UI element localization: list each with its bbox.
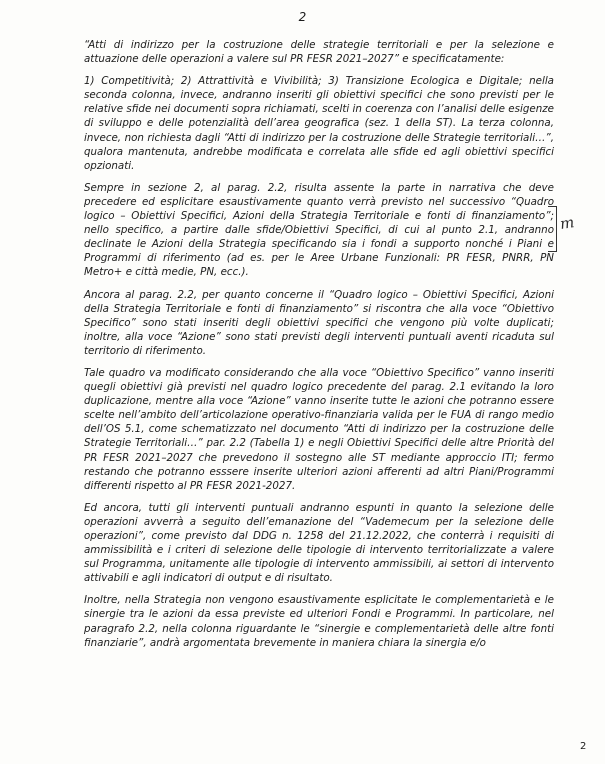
paragraph-7: Inoltre, nella Strategia non vengono esaustivamente esplicitate le complementarietà e le sinergie tra le azioni da essa previste ed ulteriori Fondi e Programmi. In particolare, nel paragrafo 2.2, nella colonna riguardante le “sinergie e complementarietà delle altre fonti finanziarie”, andrà argomentata brevemente in maniera chiara la sinergia e/o — [84, 594, 554, 649]
page-number-bottom: 2 — [580, 741, 587, 752]
page-number-top: 2 — [298, 10, 307, 24]
paragraph-3: Sempre in sezione 2, al parag. 2.2, risulta assente la parte in narrativa che deve precedere ed esplicitare esaustivamente quanto verrà previsto nel successivo “Quadro logico – Obiettivi Specifici, Azioni della Strategia Territoriale e fonti di finanziamento”; nello specifico, a partire dalle sfide/Obiettivi Specifici, di cui al punto 2.1, andranno declinate le Azioni della Strategia specificando sia i fondi a supporto nonché i Piani e Programmi di riferimento (ad es. per le Aree Urbane Funzionali: PR FESR, PNRR, PN Metro+ e città medie, PN, ecc.). — [84, 181, 554, 279]
paragraph-5: Tale quadro va modificato considerando che alla voce “Obiettivo Specifico” vanno inseriti quegli obiettivi già previsti nel quadro logico precedente del parag. 2.1 evitando la loro duplicazione, mentre alla voce “Azione” vanno inserite tutte le azioni che potranno essere scelte nell’ambito dell’articolazione operativo-finanziaria valida per le FUA di rango medio dell’OS 5.1, come schematizzato nel documento “Atti di indirizzo per la costruzione delle Strategie Territoriali…” par. 2.2 (Tabella 1) e negli Obiettivi Specifici delle altre Priorità del PR FESR 2021–2027 che prevedono il sostegno alle ST mediante approccio ITI; fermo restando che potranno esssere inserite ulteriori azioni afferenti ad altri Piani/Programmi differenti rispetto al PR FESR 2021-2027. — [84, 366, 554, 492]
paragraph-6: Ed ancora, tutti gli interventi puntuali andranno espunti in quanto la selezione delle operazioni avverrà a seguito dell’emanazione del “Vademecum per la selezione delle operazioni”, come previsto dal DDG n. 1258 del 21.12.2022, che conterrà i requisiti di ammissibilità e i criteri di selezione delle tipologie di intervento territorializzate a valere sul Programma, unitamente alle tipologie di intervento ammissibili, ai settori di intervento attivabili e agli indicatori di output e di risultato. — [84, 501, 554, 585]
paragraph-1: “Atti di indirizzo per la costruzione delle strategie territoriali e per la selezione e attuazione delle operazioni a valere sul PR FESR 2021–2027” e specificatamente: — [84, 39, 554, 66]
paragraph-2: 1) Competitività; 2) Attrattività e Vivibilità; 3) Transizione Ecologica e Digitale; nella seconda colonna, invece, andranno inseriti gli obiettivi specifici che sono previsti per le relative sfide nei documenti sopra richiamati, scelti in coerenza con l’analisi delle esigenze di sviluppo e delle potenzialità dell’area geografica (sez. 1 della ST). La terza colonna, invece, non richiesta dagli “Atti di indirizzo per la costruzione delle Strategie territoriali…”, qualora mantenuta, andrebbe modificata e correlata alle sfide ed agli obiettivi specifici opzionati. — [84, 75, 554, 172]
document-body — [84, 38, 554, 658]
handwritten-bracket — [548, 206, 557, 252]
handwritten-mark: m — [558, 213, 576, 233]
paragraph-4: Ancora al parag. 2.2, per quanto concerne il “Quadro logico – Obiettivi Specifici, Azioni della Strategia Territoriale e fonti di finanziamento” si riscontra che alla voce “Obiettivo Specifico” sono stati inseriti degli obiettivi specifici che vengono più volte duplicati; inoltre, alla voce “Azione” sono stati previsti degli interventi puntuali aventi ricaduta sul territorio di riferimento. — [84, 288, 554, 357]
